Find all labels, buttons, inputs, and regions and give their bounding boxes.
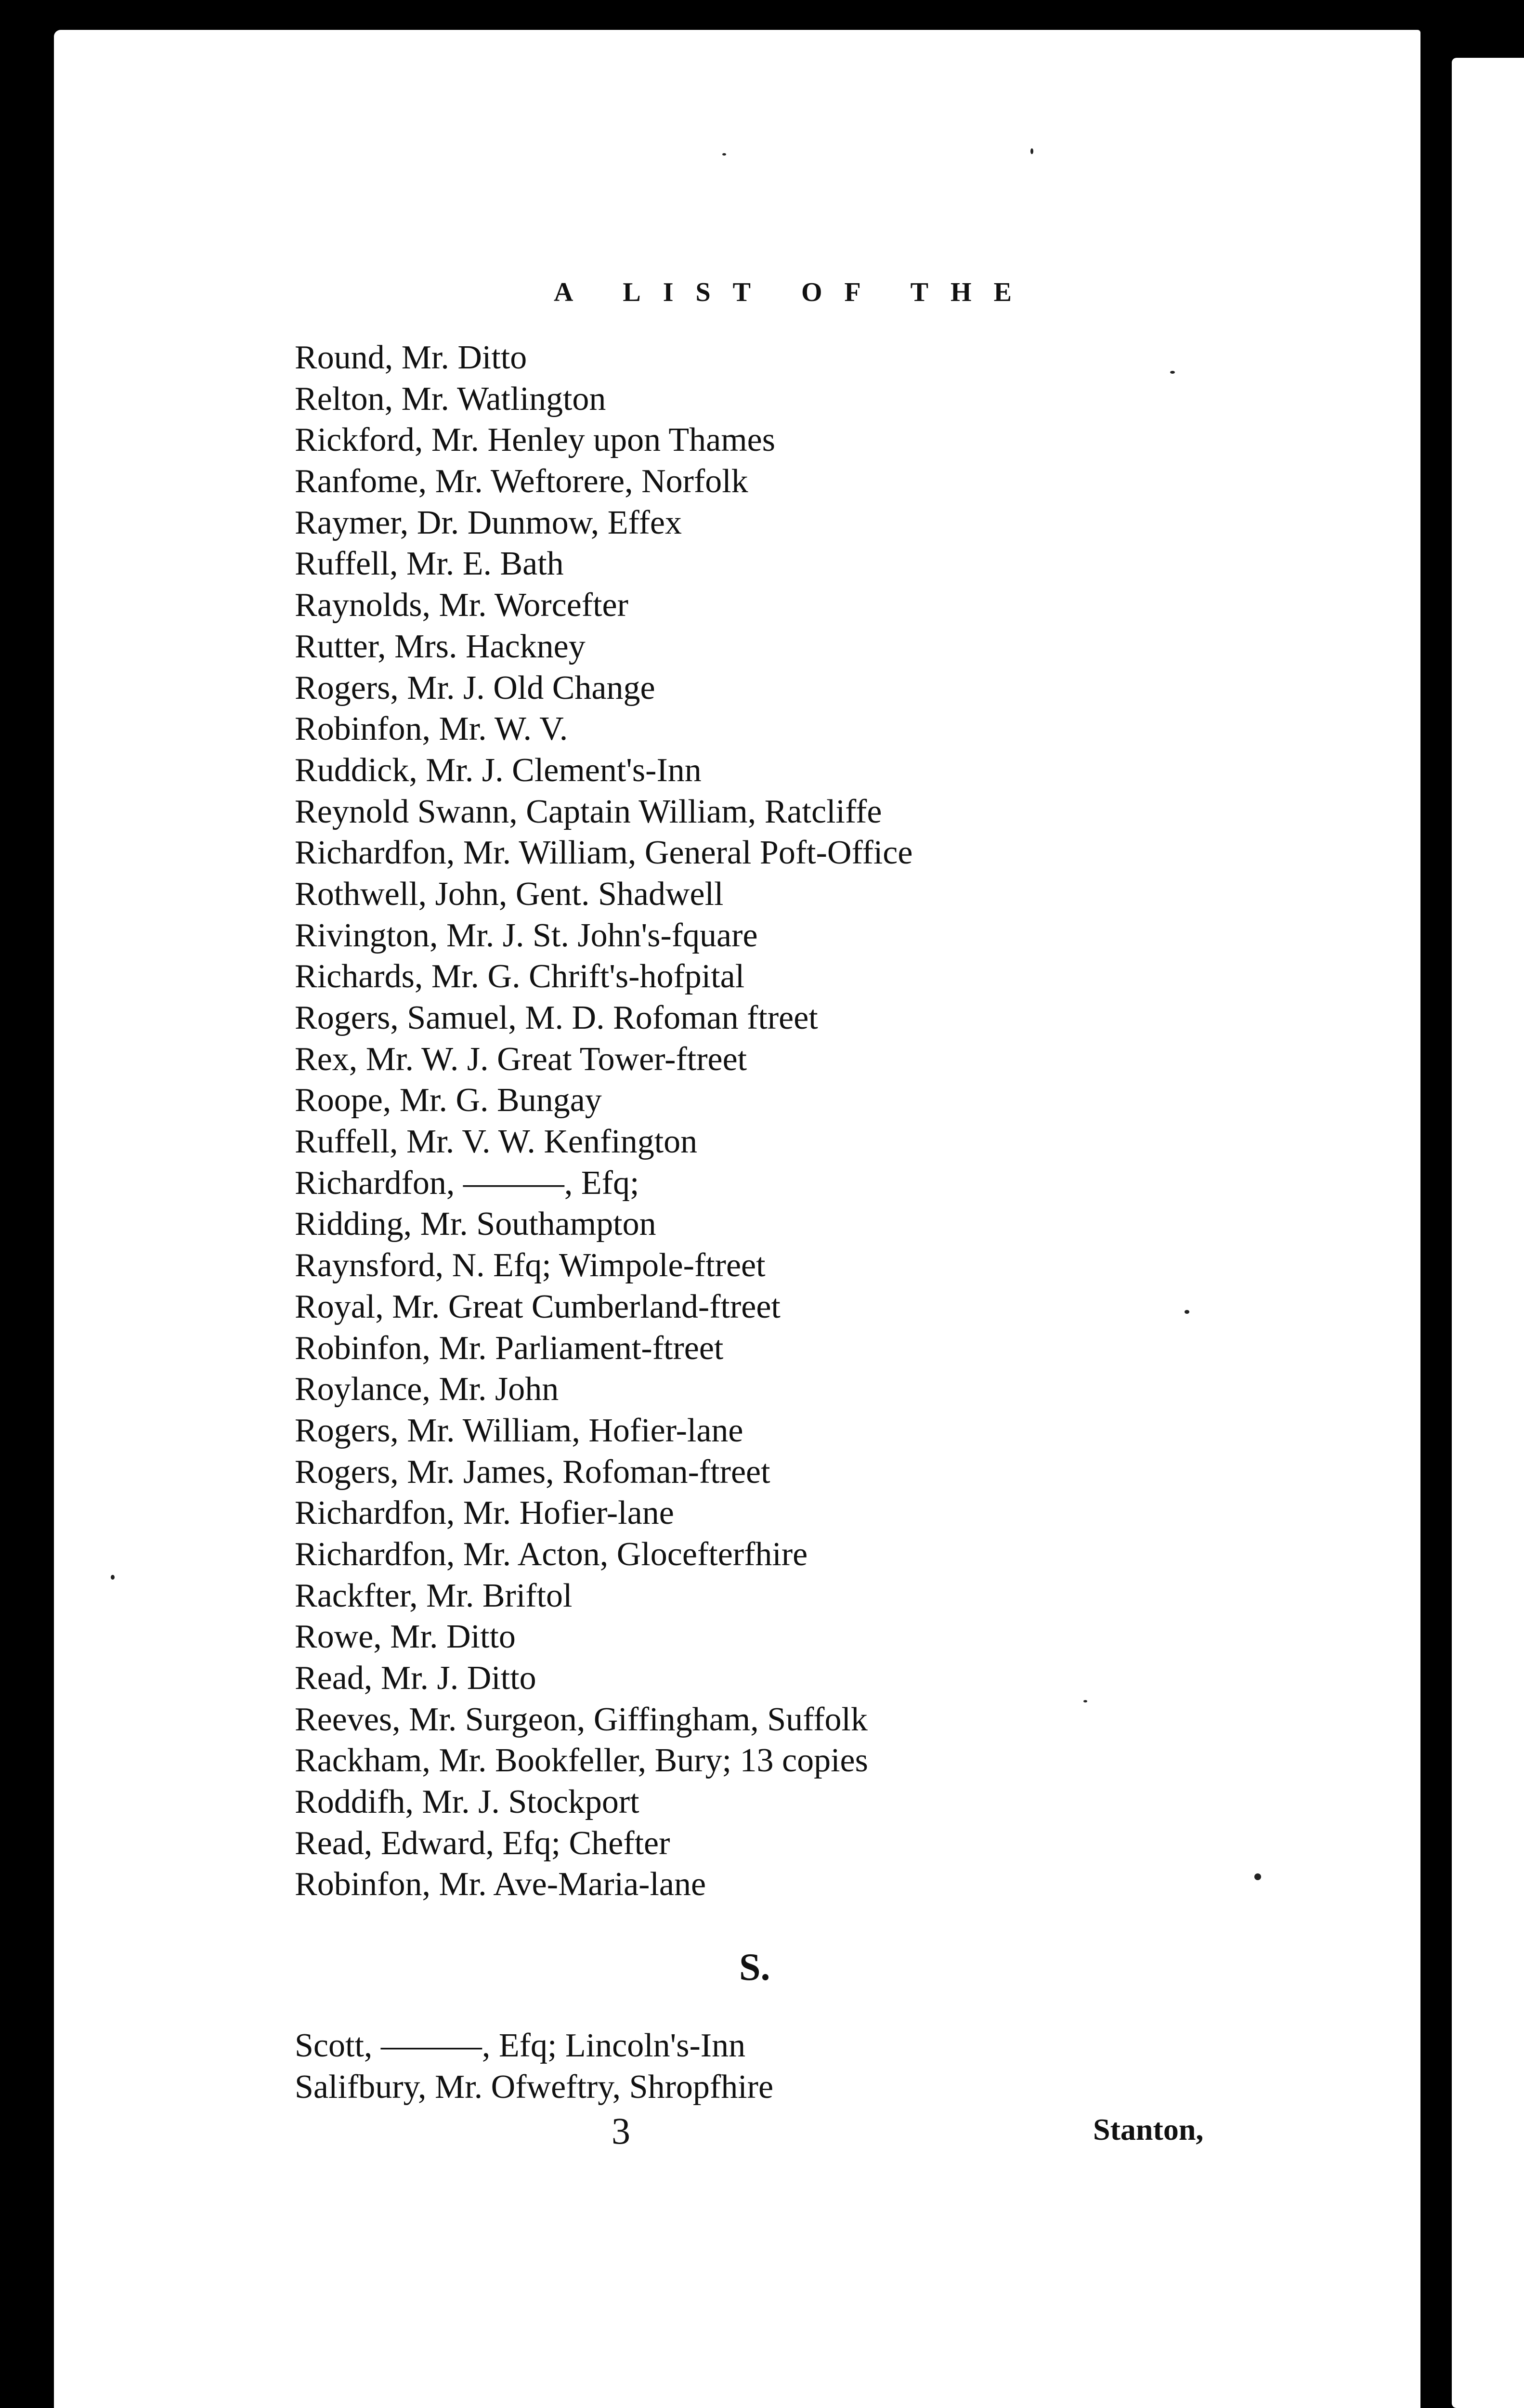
subscriber-list-s — [295, 2025, 773, 2107]
list-item: Relton, Mr. Watlington — [295, 380, 606, 418]
list-item: Rowe, Mr. Ditto — [295, 1618, 516, 1656]
list-item: Rackfter, Mr. Briftol — [295, 1577, 573, 1614]
section-heading-s: S. — [739, 1946, 770, 1989]
subscriber-list-r — [295, 337, 912, 1905]
running-head: A LIST OF THE — [554, 277, 1034, 307]
list-item: Richardfon, ———, Efq; — [295, 1164, 639, 1202]
list-item: Royal, Mr. Great Cumberland-ftreet — [295, 1288, 781, 1325]
list-item: Rogers, Samuel, M. D. Rofoman ftreet — [295, 999, 818, 1036]
list-item: Rex, Mr. W. J. Great Tower-ftreet — [295, 1040, 747, 1078]
list-item: Ruddick, Mr. J. Clement's-Inn — [295, 751, 702, 789]
list-item: Raynsford, N. Efq; Wimpole-ftreet — [295, 1247, 766, 1284]
facing-page-edge — [1452, 58, 1524, 2408]
list-item: Ridding, Mr. Southampton — [295, 1205, 656, 1243]
list-item: Ruffell, Mr. E. Bath — [295, 545, 564, 583]
list-item: Rickford, Mr. Henley upon Thames — [295, 421, 775, 459]
ink-speck — [111, 1575, 115, 1580]
list-item: Rogers, Mr. J. Old Change — [295, 669, 655, 707]
list-item: Roope, Mr. G. Bungay — [295, 1082, 602, 1119]
list-item: Rothwell, John, Gent. Shadwell — [295, 875, 724, 913]
list-item: Round, Mr. Ditto — [295, 339, 527, 376]
ink-speck — [1170, 371, 1175, 374]
list-item: Rogers, Mr. James, Rofoman-ftreet — [295, 1453, 770, 1491]
list-item: Read, Edward, Efq; Chefter — [295, 1824, 670, 1862]
list-item: Robinfon, Mr. Parliament-ftreet — [295, 1329, 724, 1367]
list-item: Ruffell, Mr. V. W. Kenfington — [295, 1123, 698, 1161]
list-item: Richardfon, Mr. Hofier-lane — [295, 1494, 674, 1532]
ink-speck — [1083, 1700, 1087, 1702]
list-item: Raynolds, Mr. Worcefter — [295, 587, 628, 624]
ink-speck — [1254, 1873, 1261, 1880]
list-item: Roddifh, Mr. J. Stockport — [295, 1783, 639, 1821]
list-item: Rutter, Mrs. Hackney — [295, 628, 586, 665]
list-item: Richardfon, Mr. William, General Poft-Office — [295, 834, 913, 872]
list-item: Reeves, Mr. Surgeon, Giffingham, Suffolk — [295, 1701, 868, 1738]
list-item: Richards, Mr. G. Chrift's-hofpital — [295, 958, 745, 995]
list-item: Reynold Swann, Captain William, Ratcliffe — [295, 793, 882, 830]
list-item: Roylance, Mr. John — [295, 1371, 559, 1408]
list-item: Read, Mr. J. Ditto — [295, 1660, 536, 1697]
ink-speck — [1185, 1310, 1189, 1314]
list-item: Robinfon, Mr. W. V. — [295, 710, 568, 748]
list-item: Salifbury, Mr. Ofweftry, Shropfhire — [295, 2068, 774, 2106]
list-item: Richardfon, Mr. Acton, Glocefterfhire — [295, 1535, 808, 1573]
catchword: Stanton, — [1093, 2112, 1204, 2146]
list-item: Rogers, Mr. William, Hofier-lane — [295, 1412, 743, 1449]
list-item: Scott, ———, Efq; Lincoln's-Inn — [295, 2027, 746, 2064]
list-item: Raymer, Dr. Dunmow, Effex — [295, 504, 682, 541]
list-item: Robinfon, Mr. Ave-Maria-lane — [295, 1866, 706, 1903]
ink-speck — [1030, 148, 1033, 154]
list-item: Rackham, Mr. Bookfeller, Bury; 13 copies — [295, 1742, 868, 1780]
list-item: Ranfome, Mr. Weftorere, Norfolk — [295, 463, 748, 500]
ink-speck — [722, 153, 726, 156]
list-item: Rivington, Mr. J. St. John's-fquare — [295, 916, 758, 954]
signature-mark: 3 — [612, 2110, 630, 2152]
